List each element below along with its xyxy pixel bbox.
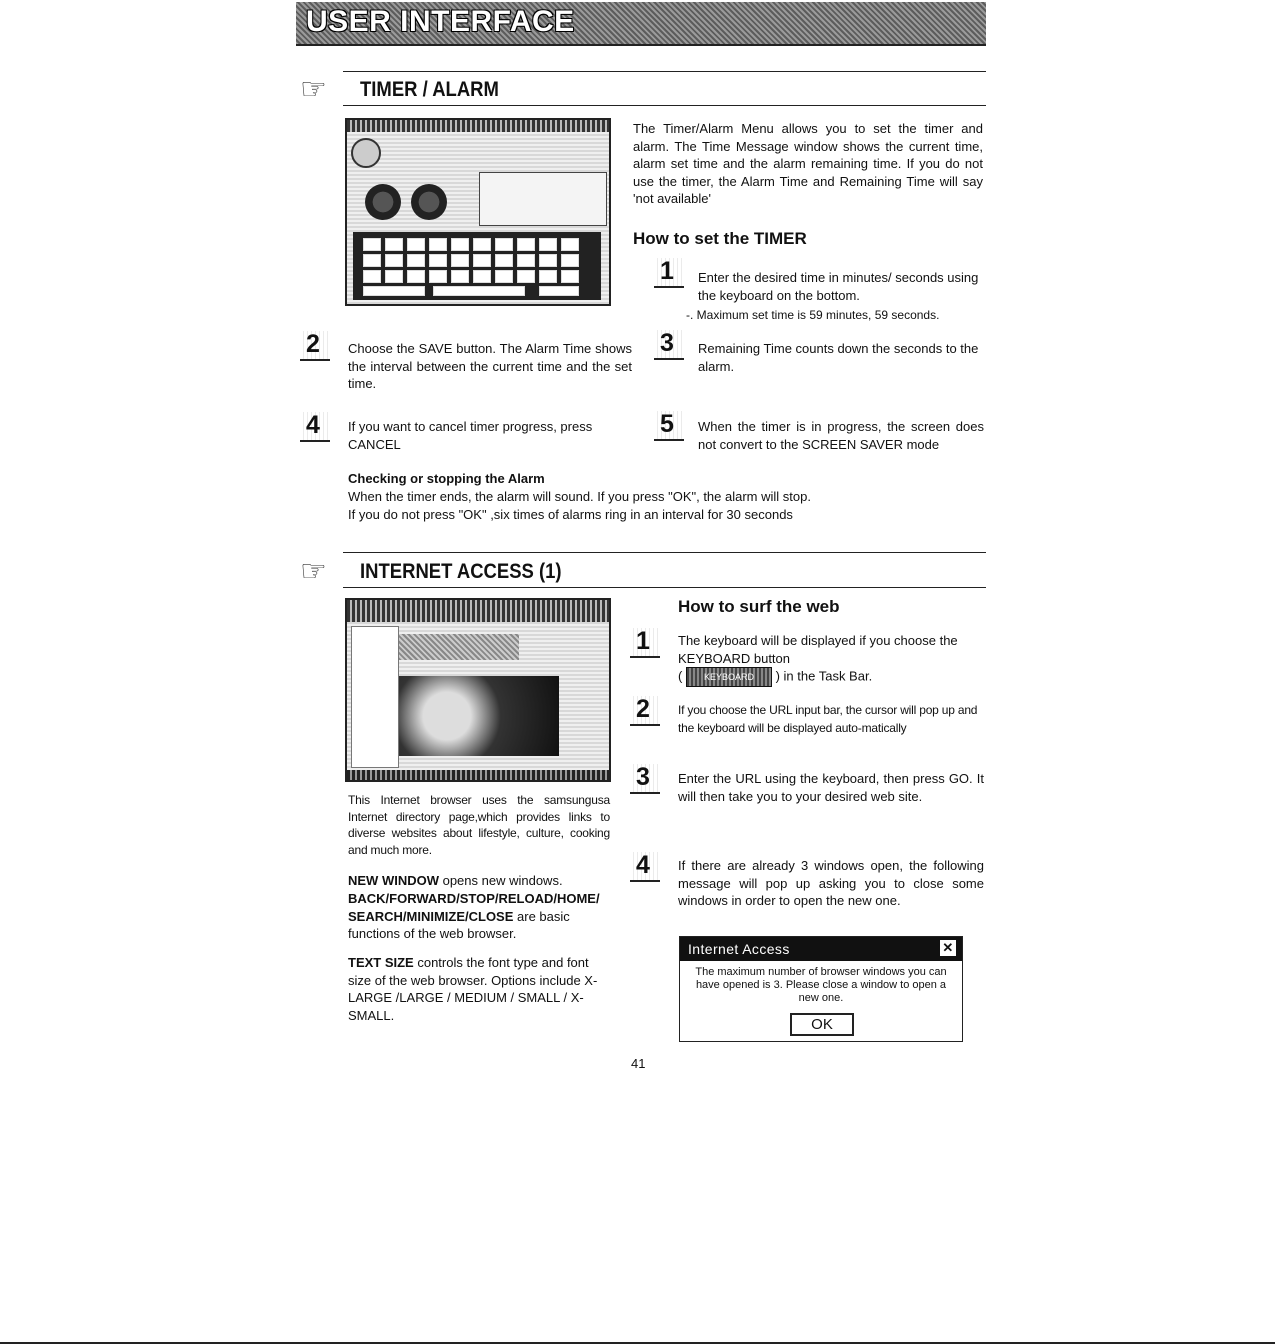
browser-caption: This Internet browser uses the samsungusa Internet directory page,which provides links to diverse websites about lifestyle, culture, cooking and much more.	[348, 793, 610, 857]
timer-screenshot	[345, 118, 611, 306]
ok-button[interactable]: OK	[790, 1013, 854, 1036]
text-size-text: controls the font type and font size of the web browser. Options include X-LARGE /LARGE / MEDIUM / SMALL / X-SMALL.	[348, 955, 598, 1023]
keyboard-image	[353, 232, 601, 300]
step-number: 1	[654, 258, 684, 288]
page-title: USER INTERFACE	[306, 5, 575, 38]
functions-text: are basic functions of the web browser.	[348, 908, 570, 941]
dial-button	[365, 184, 401, 220]
text-size-term: TEXT SIZE	[348, 955, 414, 970]
surf-step1-pre: The keyboard will be displayed if you choose the KEYBOARD button	[678, 633, 958, 666]
step-number: 3	[630, 764, 660, 794]
keyboard-button-icon: KEYBOARD	[686, 667, 772, 687]
alarm-check-line1: When the timer ends, the alarm will sound. If you press "OK", the alarm will stop.	[348, 489, 811, 504]
timer-step4-text: If you want to cancel timer progress, press CANCEL	[348, 419, 593, 452]
new-window-term: NEW WINDOW	[348, 873, 439, 888]
time-message-window	[479, 172, 607, 226]
close-icon[interactable]: ✕	[940, 940, 956, 956]
step-number: 2	[300, 331, 330, 361]
surf-step1-open: (	[678, 668, 683, 684]
step-number: 4	[630, 852, 660, 882]
task-bar	[347, 770, 609, 780]
alarm-check-line2: If you do not press "OK" ,six times of alarms ring in an interval for 30 seconds	[348, 507, 793, 522]
page-hero-image	[399, 676, 559, 756]
header-banner	[296, 2, 986, 46]
section-bottom-rule	[343, 587, 986, 588]
clock-icon	[351, 138, 381, 168]
step-number: 3	[654, 330, 684, 360]
dial-button	[411, 184, 447, 220]
timer-step1-text: Enter the desired time in minutes/ seconds using the keyboard on the bottom.	[698, 270, 979, 303]
pointing-hand-icon: ☞	[300, 555, 327, 588]
surf-step4-text: If there are already 3 windows open, the following message will pop up asking you to close some windows in order to open the new one.	[678, 858, 984, 908]
pointing-hand-icon: ☞	[300, 73, 327, 106]
timer-step3-text: Remaining Time counts down the seconds to the alarm.	[698, 341, 979, 374]
browser-screenshot	[345, 598, 611, 782]
surf-step2-text: If you choose the URL input bar, the cursor will pop up and the keyboard will be displayed auto-matically	[678, 703, 978, 735]
functions-term: BACK/FORWARD/STOP/RELOAD/HOME/ SEARCH/MINIMIZE/CLOSE	[348, 891, 600, 924]
section-top-rule	[343, 552, 986, 553]
alarm-check-heading: Checking or stopping the Alarm	[348, 471, 545, 486]
step-number: 1	[630, 628, 660, 658]
surf-step1-post: ) in the Task Bar.	[775, 668, 873, 684]
surf-howto-heading: How to surf the web	[678, 597, 840, 616]
window-titlebar	[347, 120, 609, 132]
dialog-title: Internet Access	[688, 941, 790, 957]
section-top-rule	[343, 71, 986, 72]
text-size-desc	[348, 954, 610, 1024]
step-number: 5	[654, 411, 684, 441]
surf-step1-text	[678, 632, 984, 687]
new-window-text: opens new windows.	[438, 873, 563, 888]
banner-image	[399, 634, 519, 660]
surf-step3-text: Enter the URL using the keyboard, then press GO. It will then take you to your desired web site.	[678, 771, 984, 804]
section-title-internet: INTERNET ACCESS (1)	[360, 560, 562, 583]
timer-step2-text: Choose the SAVE button. The Alarm Time shows the interval between the current time and the set time.	[348, 341, 632, 391]
timer-step5-text: When the timer is in progress, the screen does not convert to the SCREEN SAVER mode	[698, 419, 984, 452]
section-bottom-rule	[343, 105, 986, 106]
browser-toolbar	[347, 600, 609, 622]
timer-step1-note: -. Maximum set time is 59 minutes, 59 seconds.	[686, 308, 940, 322]
timer-howto-heading: How to set the TIMER	[633, 229, 807, 248]
step-number: 2	[630, 696, 660, 726]
step-number: 4	[300, 412, 330, 442]
dialog-message: The maximum number of browser windows you can have opened is 3. Please close a window to open a new one.	[695, 966, 947, 1004]
timer-intro: The Timer/Alarm Menu allows you to set the timer and alarm. The Time Message window shows the current time, alarm set time and the alarm remaining time. If you do not use the timer, the Alarm Time and Remaining Time will say 'not available'	[633, 121, 983, 206]
section-title-timer: TIMER / ALARM	[360, 78, 499, 101]
new-window-desc	[348, 872, 610, 890]
functions-desc	[348, 890, 610, 943]
directory-sidebar	[351, 626, 399, 768]
page-number: 41	[631, 1056, 646, 1071]
dialog-titlebar	[680, 937, 962, 961]
internet-access-dialog	[679, 936, 963, 1042]
